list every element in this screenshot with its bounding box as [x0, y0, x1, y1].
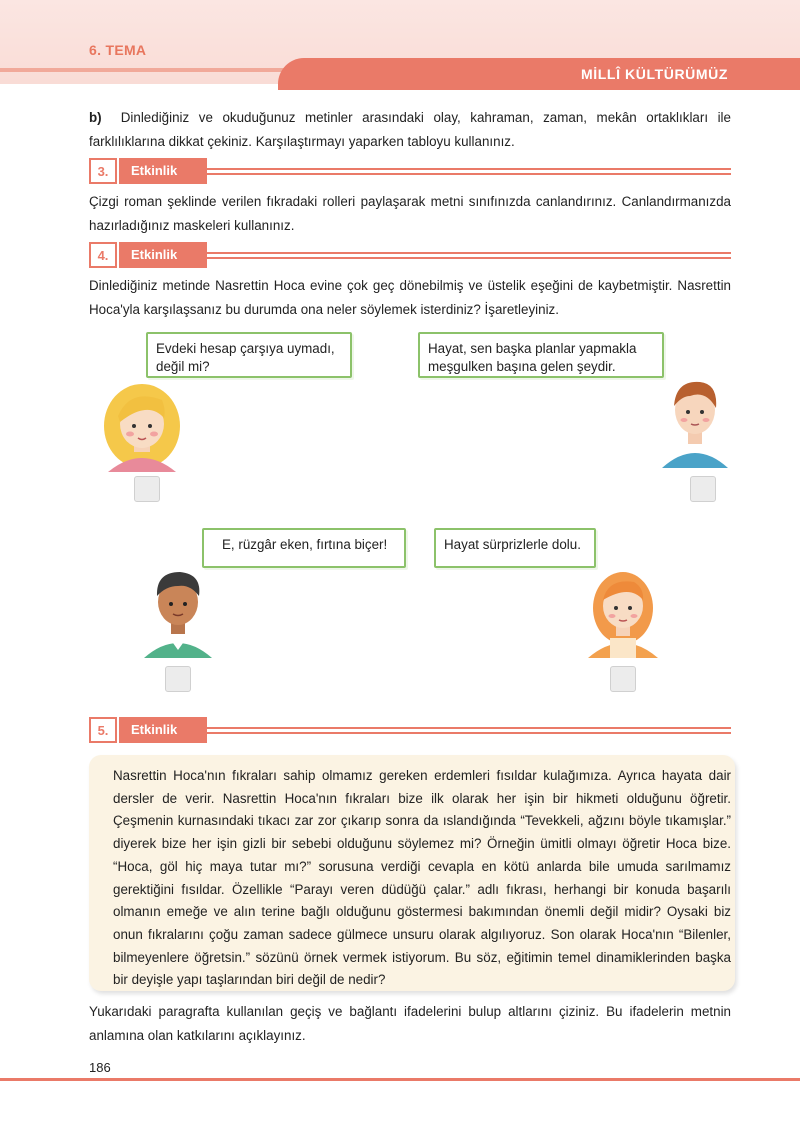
- activity-label: Etkinlik: [119, 242, 207, 268]
- story-paragraph: Nasrettin Hoca'nın fıkraları sahip olmamız gereken erdemleri fısıldar kulağımıza. Ayrıca hayata dair dersler de verir. Nasrettin Hoca'nın fıkraları bize ilk olarak her işin bir hikmeti olduğunu öğretir. Çeşmenin kurnasındaki tıkacı zar zor çıkarıp sonra da ıslandığında “Tevekkeli, ağzını böyle tıkamışlar.” diyerek bize her işin gizli bir sebebi olduğunu söylemez mi? Örneğin ümitli olmayı öğretir Hoca bize. “Hoca, göl hiç maya tutar mı?” sorusuna verdiği cevapla en kötü anlarda bile umuda sarılmamız gerektiğini fısıldar. Özellikle “Parayı veren düdüğü çalar.” adlı fıkrası, herhangi bir konuda başarılı olmanın emeğe ve alın terine bağlı olduğunu göstermesi bakımından önemli değil midir? Oysaki biz onun fıkralarını çoğu zaman sadece gülmece unsuru olarak algılıyoruz. Son olarak Hoca'nın “Bilenler, bilmeyenlere öğretsin.” sözünü örnek vermek istiyorum. Bu söz, eğitimin temel dinamiklerinden başka bir deyişle yapı taşlarından biri değil de nedir?: [113, 768, 731, 988]
- bubble-text: E, rüzgâr eken, fırtına biçer!: [222, 537, 388, 552]
- activity-4-heading: [89, 242, 731, 268]
- heading-rule: [207, 173, 731, 175]
- activity-label: Etkinlik: [119, 158, 207, 184]
- activity-3-text: Çizgi roman şeklinde verilen fıkradaki rolleri paylaşarak metni sınıfınızda canlandırınız. Canlandırmanızda hazırladığınız maskeleri kullanınız.: [89, 194, 731, 233]
- activity-number: 3.: [89, 158, 117, 184]
- section-b-label: b): [89, 110, 102, 125]
- activity-number: 5.: [89, 717, 117, 743]
- answer-checkbox-1[interactable]: [134, 476, 160, 502]
- activity-5-heading: [89, 717, 731, 743]
- answer-checkbox-4[interactable]: [610, 666, 636, 692]
- answer-checkbox-3[interactable]: [165, 666, 191, 692]
- speech-bubble-3: [202, 528, 406, 568]
- speech-bubble-2: [418, 332, 664, 378]
- dark-haired-boy-illustration: [142, 566, 214, 658]
- activity-4-text: Dinlediğiniz metinde Nasrettin Hoca evine çok geç dönebilmiş ve üstelik eşeğini de kaybetmiştir. Nasrettin Hoca'yla karşılaşsanız bu durumda ona neler söylemek isterdiniz? İşaretleyiniz.: [89, 278, 731, 317]
- heading-rule: [207, 252, 731, 254]
- section-b-text: Dinlediğiniz ve okuduğunuz metinler arasındaki olay, kahraman, zaman, mekân ortaklıkları ile farklılıklarına dikkat çekiniz. Karşılaştırmayı yaparken tabloyu kullanınız.: [89, 110, 731, 149]
- page-number: 186: [89, 1060, 111, 1075]
- theme-label: 6. TEMA: [89, 42, 147, 58]
- bubble-text: Hayat sürprizlerle dolu.: [444, 537, 581, 552]
- activity-label: Etkinlik: [119, 717, 207, 743]
- section-b-paragraph: [89, 106, 731, 154]
- heading-rule: [207, 257, 731, 259]
- answer-checkbox-2[interactable]: [690, 476, 716, 502]
- footer-rule: [0, 1078, 800, 1081]
- page-title: MİLLÎ KÜLTÜRÜMÜZ: [581, 66, 728, 82]
- red-haired-girl-illustration: [586, 566, 660, 658]
- bubble-text: Evdeki hesap çarşıya uymadı, değil mi?: [156, 341, 335, 374]
- heading-rule: [207, 727, 731, 729]
- heading-rule: [207, 168, 731, 170]
- heading-rule: [207, 732, 731, 734]
- speech-bubble-4: [434, 528, 596, 568]
- activity-number: 4.: [89, 242, 117, 268]
- speech-bubble-1: [146, 332, 352, 378]
- boy-illustration: [660, 374, 730, 468]
- activity-3-heading: [89, 158, 731, 184]
- bubble-text: Hayat, sen başka planlar yapmakla meşgulken başına gelen şeydir.: [428, 341, 637, 374]
- final-instruction: Yukarıdaki paragrafta kullanılan geçiş ve bağlantı ifadelerini bulup altlarını çiziniz. Bu ifadelerin metnin anlamına olan katkılarını açıklayınız.: [89, 1004, 731, 1043]
- blonde-girl-illustration: [100, 380, 184, 472]
